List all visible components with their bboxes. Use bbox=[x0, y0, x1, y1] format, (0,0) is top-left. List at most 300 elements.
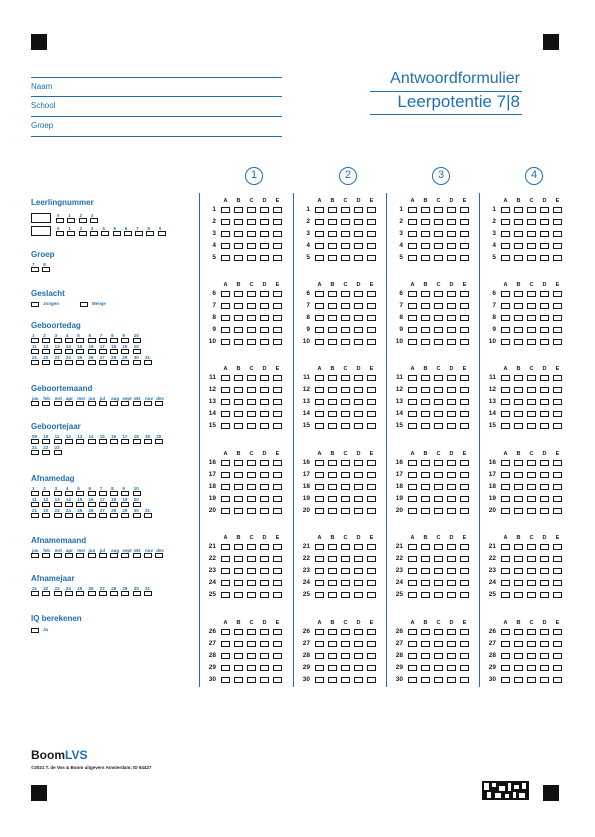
answer-box[interactable] bbox=[273, 629, 282, 635]
answer-box[interactable] bbox=[341, 544, 350, 550]
answer-box[interactable] bbox=[328, 592, 337, 598]
option-bubble[interactable] bbox=[31, 553, 39, 558]
answer-box[interactable] bbox=[553, 375, 562, 381]
option-bubble[interactable] bbox=[80, 302, 88, 307]
option-bubble[interactable] bbox=[42, 502, 50, 507]
answer-box[interactable] bbox=[315, 255, 324, 261]
answer-box[interactable] bbox=[408, 484, 417, 490]
answer-box[interactable] bbox=[234, 460, 243, 466]
answer-box[interactable] bbox=[408, 255, 417, 261]
answer-box[interactable] bbox=[260, 556, 269, 562]
answer-box[interactable] bbox=[553, 653, 562, 659]
answer-box[interactable] bbox=[328, 677, 337, 683]
answer-box[interactable] bbox=[460, 255, 469, 261]
answer-box[interactable] bbox=[315, 484, 324, 490]
answer-box[interactable] bbox=[260, 339, 269, 345]
answer-box[interactable] bbox=[514, 508, 523, 514]
option-bubble[interactable] bbox=[99, 553, 107, 558]
option-bubble[interactable] bbox=[121, 338, 129, 343]
answer-box[interactable] bbox=[221, 243, 230, 249]
answer-box[interactable] bbox=[553, 472, 562, 478]
answer-box[interactable] bbox=[273, 219, 282, 225]
answer-box[interactable] bbox=[328, 423, 337, 429]
answer-box[interactable] bbox=[553, 219, 562, 225]
answer-box[interactable] bbox=[408, 629, 417, 635]
answer-box[interactable] bbox=[341, 629, 350, 635]
option-bubble[interactable] bbox=[88, 553, 96, 558]
answer-box[interactable] bbox=[501, 327, 510, 333]
answer-box[interactable] bbox=[315, 568, 324, 574]
answer-box[interactable] bbox=[354, 219, 363, 225]
answer-box[interactable] bbox=[540, 592, 549, 598]
answer-box[interactable] bbox=[434, 629, 443, 635]
answer-box[interactable] bbox=[540, 423, 549, 429]
option-bubble[interactable] bbox=[99, 360, 107, 365]
answer-box[interactable] bbox=[260, 496, 269, 502]
answer-box[interactable] bbox=[354, 641, 363, 647]
option-bubble[interactable] bbox=[155, 553, 163, 558]
option-bubble[interactable] bbox=[31, 439, 39, 444]
answer-box[interactable] bbox=[354, 496, 363, 502]
answer-box[interactable] bbox=[341, 387, 350, 393]
answer-box[interactable] bbox=[434, 387, 443, 393]
answer-box[interactable] bbox=[501, 255, 510, 261]
answer-box[interactable] bbox=[315, 315, 324, 321]
answer-box[interactable] bbox=[527, 315, 536, 321]
answer-box[interactable] bbox=[408, 339, 417, 345]
answer-box[interactable] bbox=[514, 219, 523, 225]
answer-box[interactable] bbox=[221, 411, 230, 417]
answer-box[interactable] bbox=[234, 219, 243, 225]
answer-box[interactable] bbox=[527, 291, 536, 297]
answer-box[interactable] bbox=[434, 411, 443, 417]
answer-box[interactable] bbox=[328, 556, 337, 562]
answer-box[interactable] bbox=[367, 508, 376, 514]
answer-box[interactable] bbox=[421, 231, 430, 237]
answer-box[interactable] bbox=[260, 544, 269, 550]
answer-box[interactable] bbox=[540, 255, 549, 261]
answer-box[interactable] bbox=[421, 580, 430, 586]
answer-box[interactable] bbox=[315, 231, 324, 237]
answer-box[interactable] bbox=[514, 568, 523, 574]
option-bubble[interactable] bbox=[144, 591, 152, 596]
answer-box[interactable] bbox=[527, 423, 536, 429]
answer-box[interactable] bbox=[421, 291, 430, 297]
answer-box[interactable] bbox=[514, 207, 523, 213]
answer-box[interactable] bbox=[354, 580, 363, 586]
answer-box[interactable] bbox=[514, 556, 523, 562]
answer-box[interactable] bbox=[367, 472, 376, 478]
answer-box[interactable] bbox=[315, 399, 324, 405]
answer-box[interactable] bbox=[553, 592, 562, 598]
answer-box[interactable] bbox=[341, 641, 350, 647]
answer-box[interactable] bbox=[434, 653, 443, 659]
option-bubble[interactable] bbox=[144, 401, 152, 406]
answer-box[interactable] bbox=[447, 231, 456, 237]
answer-box[interactable] bbox=[367, 387, 376, 393]
option-bubble[interactable] bbox=[110, 513, 118, 518]
answer-box[interactable] bbox=[234, 592, 243, 598]
answer-box[interactable] bbox=[341, 653, 350, 659]
option-bubble[interactable] bbox=[99, 502, 107, 507]
answer-box[interactable] bbox=[354, 472, 363, 478]
answer-box[interactable] bbox=[514, 315, 523, 321]
option-bubble[interactable] bbox=[42, 360, 50, 365]
option-bubble[interactable] bbox=[76, 338, 84, 343]
field-line-groep[interactable] bbox=[31, 136, 282, 137]
option-bubble[interactable] bbox=[31, 628, 39, 633]
answer-box[interactable] bbox=[260, 375, 269, 381]
answer-box[interactable] bbox=[260, 460, 269, 466]
answer-box[interactable] bbox=[328, 508, 337, 514]
option-bubble[interactable] bbox=[88, 349, 96, 354]
option-bubble[interactable] bbox=[110, 360, 118, 365]
option-bubble[interactable] bbox=[31, 491, 39, 496]
answer-box[interactable] bbox=[341, 219, 350, 225]
answer-box[interactable] bbox=[408, 387, 417, 393]
answer-box[interactable] bbox=[367, 231, 376, 237]
answer-box[interactable] bbox=[367, 303, 376, 309]
option-bubble[interactable] bbox=[79, 231, 87, 236]
answer-box[interactable] bbox=[527, 580, 536, 586]
answer-box[interactable] bbox=[408, 231, 417, 237]
answer-box[interactable] bbox=[221, 460, 230, 466]
answer-box[interactable] bbox=[367, 423, 376, 429]
answer-box[interactable] bbox=[354, 508, 363, 514]
answer-box[interactable] bbox=[421, 508, 430, 514]
answer-box[interactable] bbox=[354, 411, 363, 417]
answer-box[interactable] bbox=[315, 460, 324, 466]
answer-box[interactable] bbox=[354, 387, 363, 393]
answer-box[interactable] bbox=[421, 460, 430, 466]
answer-box[interactable] bbox=[221, 387, 230, 393]
answer-box[interactable] bbox=[434, 508, 443, 514]
answer-box[interactable] bbox=[367, 653, 376, 659]
answer-box[interactable] bbox=[421, 556, 430, 562]
answer-box[interactable] bbox=[367, 677, 376, 683]
answer-box[interactable] bbox=[527, 665, 536, 671]
answer-box[interactable] bbox=[260, 399, 269, 405]
answer-box[interactable] bbox=[260, 629, 269, 635]
option-bubble[interactable] bbox=[121, 360, 129, 365]
answer-box[interactable] bbox=[408, 207, 417, 213]
answer-box[interactable] bbox=[341, 303, 350, 309]
answer-box[interactable] bbox=[260, 315, 269, 321]
answer-box[interactable] bbox=[354, 460, 363, 466]
answer-box[interactable] bbox=[447, 508, 456, 514]
answer-box[interactable] bbox=[341, 556, 350, 562]
answer-box[interactable] bbox=[421, 677, 430, 683]
answer-box[interactable] bbox=[514, 399, 523, 405]
answer-box[interactable] bbox=[328, 460, 337, 466]
answer-box[interactable] bbox=[328, 653, 337, 659]
option-bubble[interactable] bbox=[99, 349, 107, 354]
answer-box[interactable] bbox=[553, 665, 562, 671]
answer-box[interactable] bbox=[460, 387, 469, 393]
answer-box[interactable] bbox=[501, 315, 510, 321]
answer-box[interactable] bbox=[540, 291, 549, 297]
answer-box[interactable] bbox=[540, 375, 549, 381]
answer-box[interactable] bbox=[247, 677, 256, 683]
answer-box[interactable] bbox=[247, 231, 256, 237]
answer-box[interactable] bbox=[514, 460, 523, 466]
answer-box[interactable] bbox=[514, 580, 523, 586]
answer-box[interactable] bbox=[247, 460, 256, 466]
answer-box[interactable] bbox=[341, 460, 350, 466]
option-bubble[interactable] bbox=[121, 349, 129, 354]
answer-box[interactable] bbox=[514, 641, 523, 647]
leerlingnummer-write-box[interactable] bbox=[31, 213, 51, 223]
answer-box[interactable] bbox=[221, 641, 230, 647]
answer-box[interactable] bbox=[527, 641, 536, 647]
answer-box[interactable] bbox=[367, 556, 376, 562]
answer-box[interactable] bbox=[460, 508, 469, 514]
answer-box[interactable] bbox=[501, 411, 510, 417]
answer-box[interactable] bbox=[540, 339, 549, 345]
answer-box[interactable] bbox=[247, 653, 256, 659]
answer-box[interactable] bbox=[328, 411, 337, 417]
answer-box[interactable] bbox=[315, 677, 324, 683]
answer-box[interactable] bbox=[221, 629, 230, 635]
option-bubble[interactable] bbox=[42, 267, 50, 272]
option-bubble[interactable] bbox=[133, 553, 141, 558]
answer-box[interactable] bbox=[447, 303, 456, 309]
answer-box[interactable] bbox=[273, 484, 282, 490]
option-bubble[interactable] bbox=[54, 349, 62, 354]
answer-box[interactable] bbox=[367, 255, 376, 261]
answer-box[interactable] bbox=[540, 629, 549, 635]
answer-box[interactable] bbox=[247, 629, 256, 635]
answer-box[interactable] bbox=[553, 641, 562, 647]
option-bubble[interactable] bbox=[121, 513, 129, 518]
option-bubble[interactable] bbox=[65, 491, 73, 496]
answer-box[interactable] bbox=[354, 556, 363, 562]
answer-box[interactable] bbox=[354, 653, 363, 659]
option-bubble[interactable] bbox=[54, 591, 62, 596]
answer-box[interactable] bbox=[247, 592, 256, 598]
answer-box[interactable] bbox=[434, 303, 443, 309]
option-bubble[interactable] bbox=[76, 591, 84, 596]
answer-box[interactable] bbox=[354, 665, 363, 671]
answer-box[interactable] bbox=[447, 207, 456, 213]
answer-box[interactable] bbox=[273, 339, 282, 345]
option-bubble[interactable] bbox=[110, 491, 118, 496]
answer-box[interactable] bbox=[540, 207, 549, 213]
answer-box[interactable] bbox=[273, 207, 282, 213]
answer-box[interactable] bbox=[527, 556, 536, 562]
answer-box[interactable] bbox=[460, 315, 469, 321]
option-bubble[interactable] bbox=[90, 231, 98, 236]
answer-box[interactable] bbox=[315, 291, 324, 297]
answer-box[interactable] bbox=[421, 653, 430, 659]
answer-box[interactable] bbox=[260, 508, 269, 514]
answer-box[interactable] bbox=[514, 629, 523, 635]
answer-box[interactable] bbox=[247, 291, 256, 297]
answer-box[interactable] bbox=[553, 255, 562, 261]
answer-box[interactable] bbox=[260, 255, 269, 261]
answer-box[interactable] bbox=[540, 472, 549, 478]
option-bubble[interactable] bbox=[42, 513, 50, 518]
option-bubble[interactable] bbox=[155, 439, 163, 444]
answer-box[interactable] bbox=[273, 231, 282, 237]
answer-box[interactable] bbox=[315, 219, 324, 225]
answer-box[interactable] bbox=[553, 411, 562, 417]
answer-box[interactable] bbox=[447, 568, 456, 574]
answer-box[interactable] bbox=[460, 665, 469, 671]
answer-box[interactable] bbox=[408, 580, 417, 586]
answer-box[interactable] bbox=[221, 580, 230, 586]
answer-box[interactable] bbox=[328, 255, 337, 261]
answer-box[interactable] bbox=[247, 544, 256, 550]
answer-box[interactable] bbox=[527, 399, 536, 405]
answer-box[interactable] bbox=[447, 399, 456, 405]
answer-box[interactable] bbox=[434, 399, 443, 405]
option-bubble[interactable] bbox=[67, 218, 75, 223]
answer-box[interactable] bbox=[315, 580, 324, 586]
option-bubble[interactable] bbox=[56, 218, 64, 223]
answer-box[interactable] bbox=[260, 665, 269, 671]
answer-box[interactable] bbox=[273, 592, 282, 598]
answer-box[interactable] bbox=[460, 291, 469, 297]
answer-box[interactable] bbox=[221, 484, 230, 490]
answer-box[interactable] bbox=[447, 544, 456, 550]
answer-box[interactable] bbox=[421, 665, 430, 671]
answer-box[interactable] bbox=[460, 544, 469, 550]
option-bubble[interactable] bbox=[31, 450, 39, 455]
answer-box[interactable] bbox=[501, 375, 510, 381]
answer-box[interactable] bbox=[527, 460, 536, 466]
answer-box[interactable] bbox=[408, 665, 417, 671]
answer-box[interactable] bbox=[553, 580, 562, 586]
answer-box[interactable] bbox=[328, 629, 337, 635]
answer-box[interactable] bbox=[527, 508, 536, 514]
answer-box[interactable] bbox=[221, 327, 230, 333]
answer-box[interactable] bbox=[247, 580, 256, 586]
answer-box[interactable] bbox=[434, 556, 443, 562]
answer-box[interactable] bbox=[221, 556, 230, 562]
answer-box[interactable] bbox=[553, 303, 562, 309]
answer-box[interactable] bbox=[421, 399, 430, 405]
option-bubble[interactable] bbox=[76, 349, 84, 354]
option-bubble[interactable] bbox=[42, 553, 50, 558]
answer-box[interactable] bbox=[408, 315, 417, 321]
answer-box[interactable] bbox=[527, 496, 536, 502]
answer-box[interactable] bbox=[247, 508, 256, 514]
answer-box[interactable] bbox=[501, 291, 510, 297]
answer-box[interactable] bbox=[553, 568, 562, 574]
answer-box[interactable] bbox=[501, 460, 510, 466]
answer-box[interactable] bbox=[408, 375, 417, 381]
answer-box[interactable] bbox=[447, 219, 456, 225]
answer-box[interactable] bbox=[527, 231, 536, 237]
answer-box[interactable] bbox=[527, 207, 536, 213]
answer-box[interactable] bbox=[354, 484, 363, 490]
answer-box[interactable] bbox=[328, 399, 337, 405]
answer-box[interactable] bbox=[260, 387, 269, 393]
answer-box[interactable] bbox=[501, 207, 510, 213]
answer-box[interactable] bbox=[247, 387, 256, 393]
answer-box[interactable] bbox=[421, 375, 430, 381]
answer-box[interactable] bbox=[501, 580, 510, 586]
option-bubble[interactable] bbox=[54, 338, 62, 343]
option-bubble[interactable] bbox=[133, 439, 141, 444]
answer-box[interactable] bbox=[514, 411, 523, 417]
answer-box[interactable] bbox=[247, 207, 256, 213]
answer-box[interactable] bbox=[434, 291, 443, 297]
answer-box[interactable] bbox=[501, 653, 510, 659]
answer-box[interactable] bbox=[247, 568, 256, 574]
answer-box[interactable] bbox=[341, 665, 350, 671]
answer-box[interactable] bbox=[460, 243, 469, 249]
answer-box[interactable] bbox=[514, 231, 523, 237]
answer-box[interactable] bbox=[408, 568, 417, 574]
answer-box[interactable] bbox=[221, 665, 230, 671]
answer-box[interactable] bbox=[273, 665, 282, 671]
answer-box[interactable] bbox=[328, 665, 337, 671]
answer-box[interactable] bbox=[315, 665, 324, 671]
answer-box[interactable] bbox=[501, 665, 510, 671]
answer-box[interactable] bbox=[408, 496, 417, 502]
answer-box[interactable] bbox=[341, 375, 350, 381]
answer-box[interactable] bbox=[354, 207, 363, 213]
option-bubble[interactable] bbox=[54, 401, 62, 406]
answer-box[interactable] bbox=[315, 243, 324, 249]
answer-box[interactable] bbox=[260, 653, 269, 659]
option-bubble[interactable] bbox=[42, 338, 50, 343]
answer-box[interactable] bbox=[408, 411, 417, 417]
answer-box[interactable] bbox=[527, 327, 536, 333]
answer-box[interactable] bbox=[221, 375, 230, 381]
answer-box[interactable] bbox=[234, 629, 243, 635]
answer-box[interactable] bbox=[221, 207, 230, 213]
answer-box[interactable] bbox=[315, 592, 324, 598]
answer-box[interactable] bbox=[260, 411, 269, 417]
answer-box[interactable] bbox=[514, 387, 523, 393]
answer-box[interactable] bbox=[341, 484, 350, 490]
answer-box[interactable] bbox=[315, 375, 324, 381]
answer-box[interactable] bbox=[328, 207, 337, 213]
answer-box[interactable] bbox=[540, 387, 549, 393]
answer-box[interactable] bbox=[315, 544, 324, 550]
answer-box[interactable] bbox=[247, 243, 256, 249]
option-bubble[interactable] bbox=[110, 349, 118, 354]
answer-box[interactable] bbox=[434, 472, 443, 478]
answer-box[interactable] bbox=[234, 641, 243, 647]
answer-box[interactable] bbox=[408, 219, 417, 225]
answer-box[interactable] bbox=[460, 339, 469, 345]
answer-box[interactable] bbox=[540, 508, 549, 514]
answer-box[interactable] bbox=[260, 580, 269, 586]
answer-box[interactable] bbox=[260, 243, 269, 249]
option-bubble[interactable] bbox=[65, 502, 73, 507]
answer-box[interactable] bbox=[434, 641, 443, 647]
answer-box[interactable] bbox=[273, 387, 282, 393]
answer-box[interactable] bbox=[514, 496, 523, 502]
answer-box[interactable] bbox=[540, 641, 549, 647]
answer-box[interactable] bbox=[234, 665, 243, 671]
option-bubble[interactable] bbox=[133, 338, 141, 343]
answer-box[interactable] bbox=[221, 472, 230, 478]
answer-box[interactable] bbox=[221, 496, 230, 502]
answer-box[interactable] bbox=[273, 315, 282, 321]
answer-box[interactable] bbox=[553, 556, 562, 562]
answer-box[interactable] bbox=[354, 375, 363, 381]
option-bubble[interactable] bbox=[31, 502, 39, 507]
answer-box[interactable] bbox=[260, 568, 269, 574]
option-bubble[interactable] bbox=[76, 502, 84, 507]
answer-box[interactable] bbox=[527, 303, 536, 309]
answer-box[interactable] bbox=[447, 665, 456, 671]
